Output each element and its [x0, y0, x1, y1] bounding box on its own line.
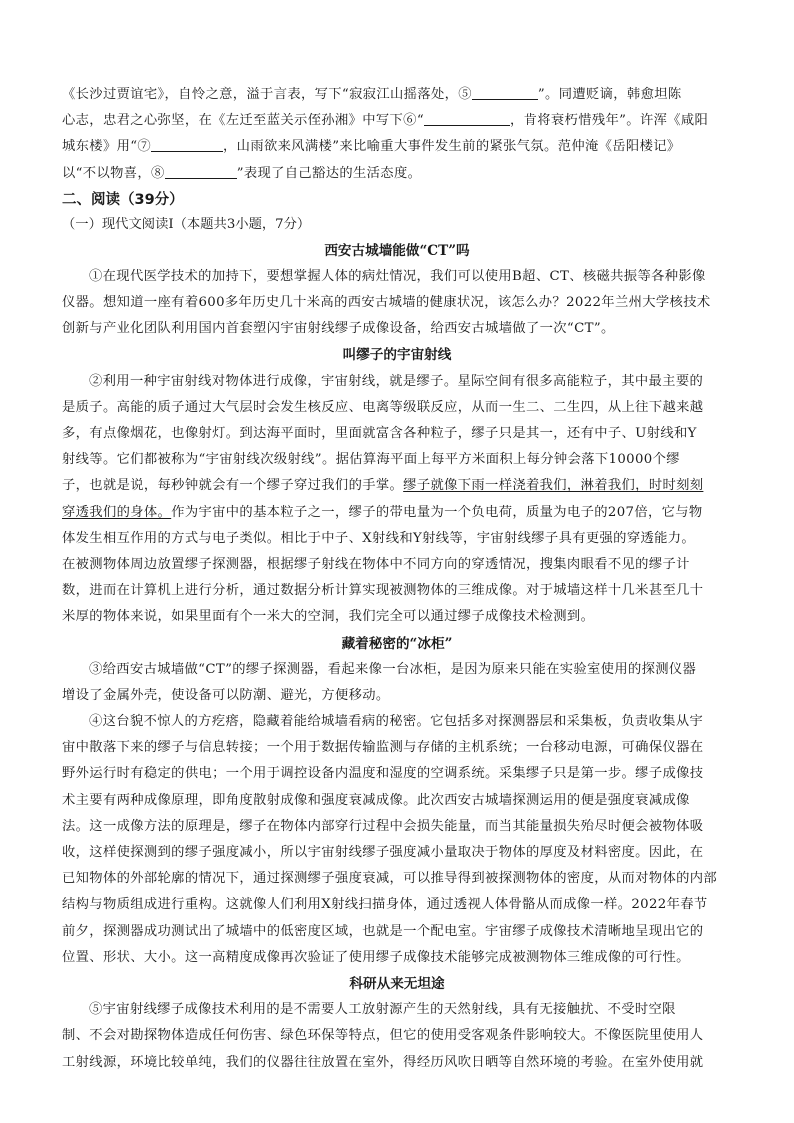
article-title: 西安古城墙能做“CT”吗 [324, 242, 470, 259]
paragraph-1 [62, 264, 732, 343]
text-line: 法。这一成像方法的原理是，缪子在物体内部穿行过程中会损失能量，而当其能量损失殆尽时便会被物体吸 [62, 818, 704, 834]
poem-line-3: 城东楼》用“⑦ ，山雨欲来风满楼”来比喻重大事件发生前的紧张气氛。范仲淹《岳阳楼记》 [62, 134, 732, 160]
paragraph-2 [62, 369, 732, 631]
poem-fill-in-block [62, 82, 732, 187]
text-line: ④这台貌不惊人的方疙瘩，隐藏着能给城墙看病的秘密。它包括多对探测器层和采集板，负责收集从宇 [89, 714, 704, 730]
text-line: 制、不会对勘探物体造成任何伤害、绿色环保等特点，但它的使用受客观条件影响较大。不像医院里使用人 [62, 1028, 704, 1044]
text-line: 位置、形状、大小。这一高精度成像再次验证了使用缪子成像技术能够完成被测物体三维成像的可行性。 [62, 949, 690, 965]
text-line: 收，这样使探测到的缪子强度减小，所以宇宙射线缪子强度减小量取决于物体的厚度及材料密度。因此，在 [62, 845, 704, 861]
document-page [62, 82, 732, 1076]
text-line: 结构与物质组成进行重构。这就像人们利用X射线扫描身体，通过透视人体骨骼从而成像一样。2022年春节 [62, 897, 708, 913]
text-line: 穿透我们的身体。作为宇宙中的基本粒子之一，缪子的带电量为一个负电荷，质量为电子的207倍，它与物 [62, 504, 703, 520]
poem-line-1: 《长沙过贾谊宅》，自怜之意，溢于言表，写下“寂寂江山摇落处，⑤ ”。同遭贬谪，韩愈坦陈 [62, 82, 732, 108]
poem-line-2: 心志，忠君之心弥坚，在《左迁至蓝关示侄孙湘》中写下⑥“ ，肯将衰朽惜残年”。许浑《咸阳 [62, 108, 732, 134]
text-line: 数，进而在计算机上进行分析，通过数据分析计算实现被测物体的三维成像。对于城墙这样十几米甚至几十 [62, 583, 704, 599]
subheading-research: 科研从来无坦途 [349, 975, 445, 992]
text-line: ①在现代医学技术的加持下，要想掌握人体的病灶情况，我们可以使用B超、CT、核磁共振等各种影像 [89, 268, 706, 284]
underlined-sentence: 缪子就像下雨一样浇着我们，淋着我们，时时刻刻 [403, 478, 704, 494]
paragraph-5 [62, 997, 732, 1076]
paragraph-3 [62, 657, 732, 709]
text-line: 是质子。高能的质子通过大气层时会发生核反应、电离等级联反应，从而一生二、二生四，从上往下越来越 [62, 399, 704, 415]
text-line: 米厚的物体来说，如果里面有个一米大的空洞，我们完全可以通过缪子成像技术检测到。 [62, 609, 595, 625]
text-line: 野外运行时有稳定的供电；一个用于调控设备内温度和湿度的空调系统。采集缪子只是第一步。缪子成像技 [62, 766, 704, 782]
text-line: ⑤宇宙射线缪子成像技术利用的是不需要人工放射源产生的天然射线，具有无接触扰、不受时空限 [89, 1002, 676, 1018]
underlined-sentence: 穿透我们的身体。 [62, 504, 172, 520]
subsection-heading: （一）现代文阅读Ⅰ（本题共3小题，7分） [62, 216, 311, 232]
text-line: 术主要有两种成像原理，即角度散射成像和强度衰减成像。此次西安古城墙探测运用的便是强度衰减成像 [62, 792, 690, 808]
text-line: 前夕，探测器成功测试出了城墙中的低密度区域，也就是一个配电室。宇宙缪子成像技术清晰地呈现出它的 [62, 923, 704, 939]
text-line: 子，也就是说，每秒钟就会有一个缪子穿过我们的手掌。缪子就像下雨一样浇着我们，淋着我们，时时刻刻 [62, 478, 704, 494]
answer-blank-6[interactable] [424, 109, 510, 126]
text-line: 射线等。它们都被称为“宇宙射线次级射线”。据估算海平面上每平方米面积上每分钟会落下10000个缪 [62, 452, 680, 468]
text-line: 宙中散落下来的缪子与信息转接；一个用于数据传输监测与存储的主机系统；一台移动电源，可确保仪器在 [62, 740, 704, 756]
text-line: 在被测物体周边放置缪子探测器，根据缪子射线在物体中不同方向的穿透情况，搜集肉眼看不见的缪子计 [62, 556, 690, 572]
subheading-muon: 叫缪子的宇宙射线 [342, 347, 452, 364]
text-line: 多，有点像烟花，也像射灯。到达海平面时，里面就富含各种粒子，缪子只是其一，还有中子、U射线和Y [62, 426, 697, 442]
text-line: 体发生相互作用的方式与电子类似。相比于中子、X射线和Y射线等，宇宙射线缪子具有更强的穿透能力。 [62, 530, 696, 546]
poem-line-4: 以“不以物喜，⑧ ”表现了自己豁达的生活态度。 [62, 161, 732, 187]
answer-blank-8[interactable] [165, 162, 237, 179]
text-line: ②利用一种宇宙射线对物体进行成像，宇宙射线，就是缪子。星际空间有很多高能粒子，其中最主要的 [89, 373, 704, 389]
text-line: 工射线源，环境比较单纯，我们的仪器往往放置在室外，得经历风吹日晒等自然环境的考验。在室外使用就 [62, 1054, 704, 1070]
text-line: 增设了金属外壳，使设备可以防潮、避光，方便移动。 [62, 687, 390, 703]
answer-blank-5[interactable] [472, 83, 538, 100]
section-heading: 二、阅读（39分） [62, 191, 184, 208]
paragraph-4 [62, 709, 732, 971]
text-line: 已知物体的外部轮廓的情况下，通过探测缪子强度衰减，可以推导得到被探测物体的密度，从而对物体的内部 [62, 871, 718, 887]
subheading-freezer: 藏着秘密的“冰柜” [341, 635, 453, 652]
text-line: ③给西安古城墙做“CT”的缪子探测器，看起来像一台冰柜，是因为原来只能在实验室使用的探测仪器 [89, 661, 697, 677]
text-line: 创新与产业化团队利用国内首套塑闪宇宙射线缪子成像设备，给西安古城墙做了一次“CT”。 [62, 321, 615, 337]
text-line: 仪器。想知道一座有着600多年历史几十米高的西安古城墙的健康状况，该怎么办？2022年兰州大学核技术 [62, 295, 711, 311]
answer-blank-7[interactable] [151, 135, 223, 152]
